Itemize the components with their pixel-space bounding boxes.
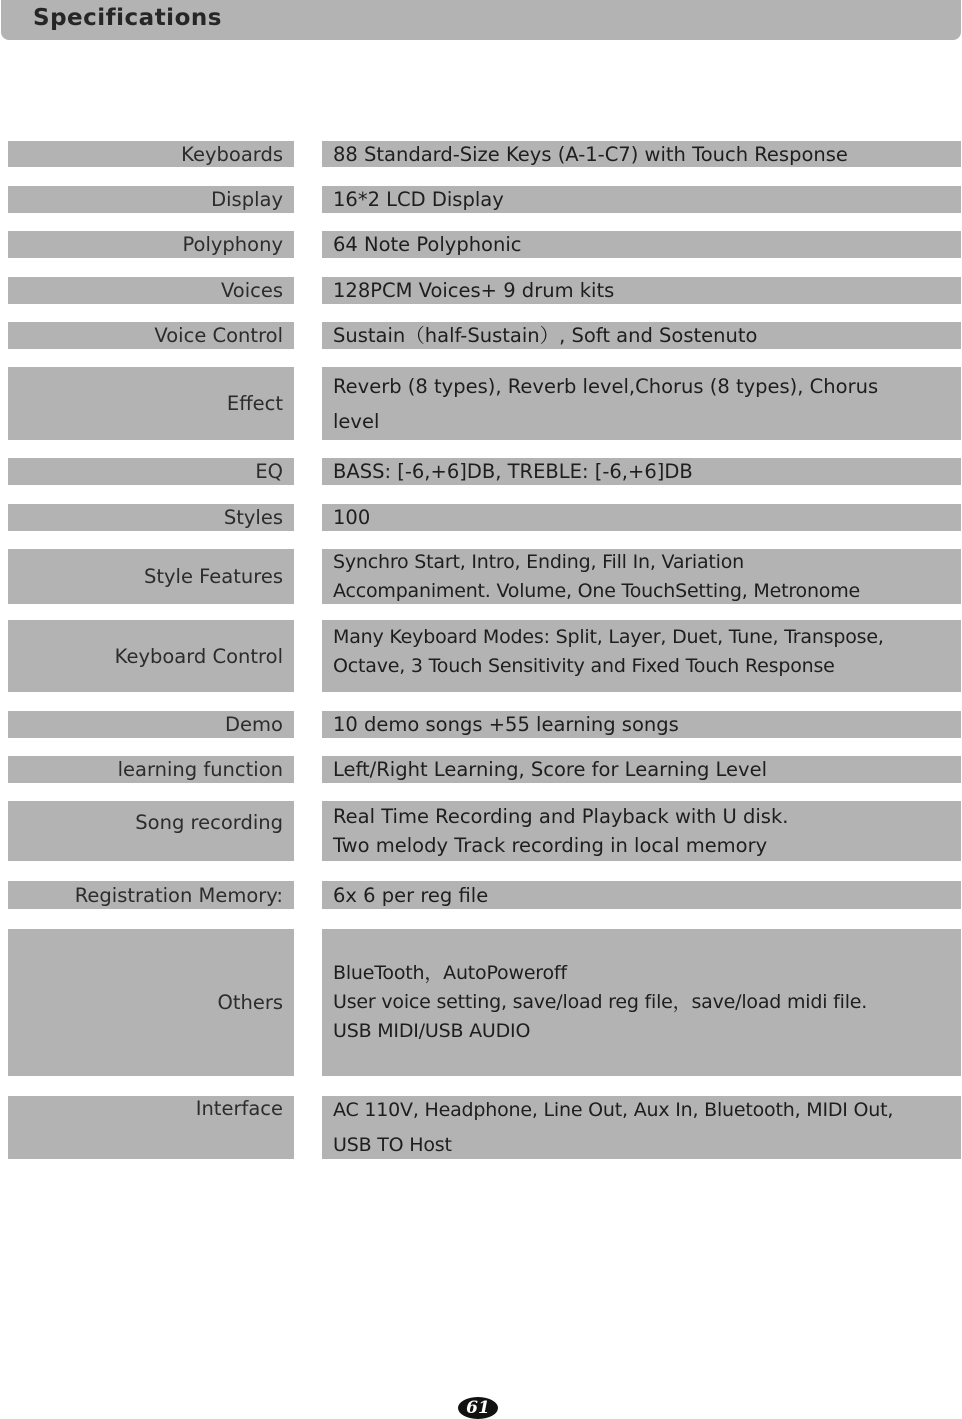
spec-label-cell (8, 620, 294, 692)
spec-value-cell (322, 711, 961, 738)
spec-value: 88 Standard-Size Keys (A-1-C7) with Touch Response (333, 142, 848, 166)
spec-label-cell (8, 711, 294, 738)
spec-label-cell (8, 881, 294, 909)
page-number: 61 (458, 1397, 498, 1419)
spec-label: Others (217, 991, 283, 1014)
spec-value: BASS: [-6,+6]DB, TREBLE: [-6,+6]DB (333, 460, 693, 483)
section-header-bar (1, 0, 961, 40)
spec-value-cell (322, 801, 961, 861)
spec-value-cell (322, 549, 961, 604)
spec-value: 16*2 LCD Display (333, 188, 504, 211)
spec-label-cell (8, 141, 294, 167)
spec-label-cell (8, 549, 294, 604)
spec-value: 64 Note Polyphonic (333, 233, 522, 256)
spec-label-cell (8, 231, 294, 258)
spec-value: Sustain（half-Sustain）, Soft and Sostenuto (333, 324, 758, 347)
spec-label: Keyboards (181, 142, 283, 166)
spec-label: Display (211, 188, 283, 211)
page-title: Specifications (33, 5, 222, 31)
spec-label-cell (8, 458, 294, 485)
spec-value-cell (322, 1096, 961, 1159)
spec-value-cell (322, 756, 961, 783)
spec-label: Style Features (143, 565, 283, 588)
spec-label: Voices (220, 279, 283, 302)
spec-label: Voice Control (154, 324, 283, 347)
spec-value-cell (322, 277, 961, 304)
spec-label-cell (8, 277, 294, 304)
spec-label-cell (8, 801, 294, 861)
spec-label: Effect (226, 392, 283, 415)
spec-value: 100 (333, 506, 371, 529)
spec-value: Reverb (8 types), Reverb level,Chorus (8 types), Chorus level (333, 374, 879, 433)
spec-label-cell (8, 367, 294, 440)
spec-label-cell (8, 504, 294, 531)
spec-value-cell (322, 881, 961, 909)
spec-label: Polyphony (182, 233, 283, 256)
spec-value: 128PCM Voices+ 9 drum kits (333, 279, 615, 302)
spec-value-cell (322, 231, 961, 258)
spec-label: Song recording (135, 811, 283, 834)
spec-value: Synchro Start, Intro, Ending, Fill In, Variation Accompaniment. Volume, One TouchSetting, Metronome (333, 550, 861, 602)
spec-value-cell (322, 504, 961, 531)
spec-label-cell (8, 1096, 294, 1159)
spec-label: Interface (195, 1097, 283, 1120)
spec-label-cell (8, 929, 294, 1076)
spec-label: Styles (223, 506, 283, 529)
spec-value: BlueTooth，AutoPoweroff User voice setting, save/load reg file，save/load midi file. USB MIDI/USB AUDIO (333, 962, 868, 1042)
spec-value-cell (322, 322, 961, 349)
spec-label: EQ (255, 460, 283, 483)
spec-value-cell (322, 367, 961, 440)
spec-value: Left/Right Learning, Score for Learning Level (333, 758, 768, 781)
spec-value-cell (322, 458, 961, 485)
spec-value: Many Keyboard Modes: Split, Layer, Duet, Tune, Transpose, Octave, 3 Touch Sensitivity and Fixed Touch Response (333, 626, 884, 677)
spec-value-cell (322, 141, 961, 167)
spec-label-cell (8, 186, 294, 213)
spec-value: AC 110V, Headphone, Line Out, Aux In, Bluetooth, MIDI Out, USB TO Host (333, 1098, 894, 1156)
spec-value-cell (322, 929, 961, 1076)
spec-value: 10 demo songs +55 learning songs (333, 713, 679, 736)
spec-label: learning function (117, 758, 283, 781)
spec-label-cell (8, 322, 294, 349)
spec-label: Keyboard Control (114, 644, 283, 668)
spec-value: 6x 6 per reg file (333, 883, 489, 907)
spec-label: Registration Memory: (74, 883, 283, 907)
spec-value-cell (322, 620, 961, 692)
spec-label-cell (8, 756, 294, 783)
spec-value-cell (322, 186, 961, 213)
spec-label: Demo (225, 713, 283, 736)
spec-value: Real Time Recording and Playback with U disk. Two melody Track recording in local memory (333, 805, 789, 857)
